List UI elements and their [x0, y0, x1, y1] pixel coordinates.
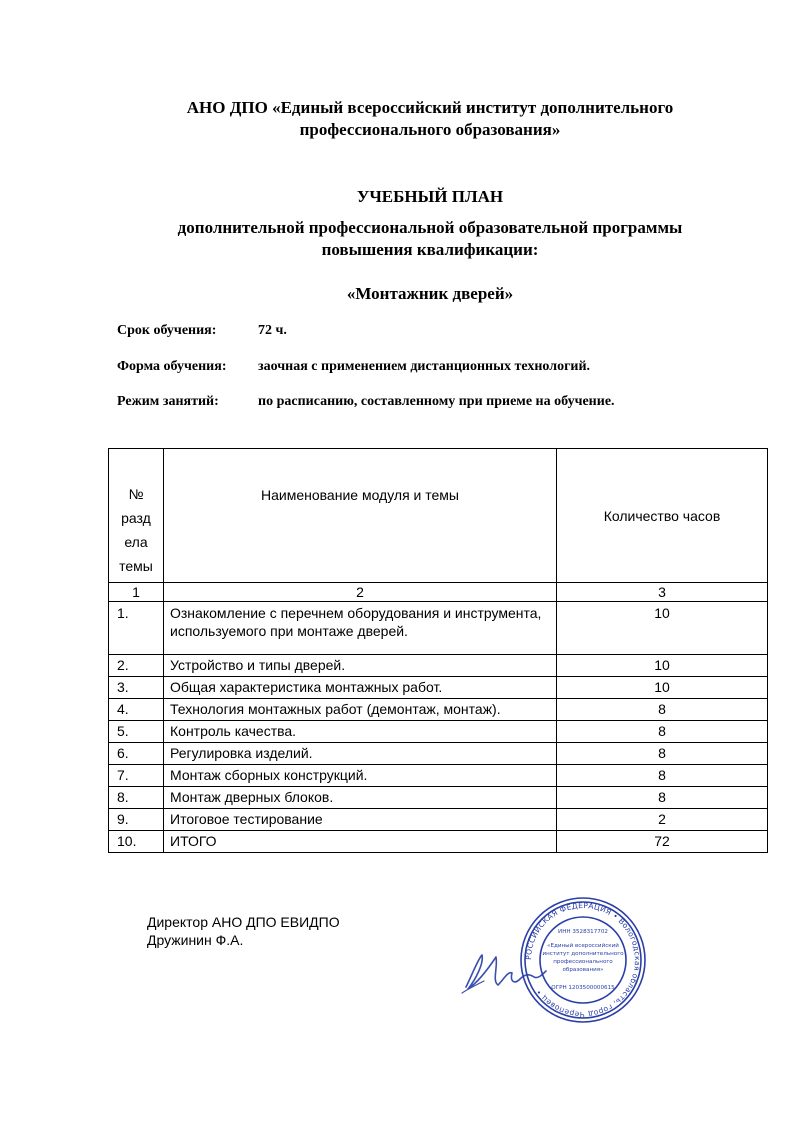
- row-topic: Общая характеристика монтажных работ.: [164, 677, 557, 699]
- organization-title-line1: АНО ДПО «Единый всероссийский институт дополнительного: [186, 98, 674, 117]
- svg-text:РОССИЙСКАЯ ФЕДЕРАЦИЯ • Вологод: РОССИЙСКАЯ ФЕДЕРАЦИЯ • Вологодская область, город Череповец •: [523, 900, 643, 1020]
- row-hours: 10: [557, 655, 768, 677]
- row-hours: 8: [557, 743, 768, 765]
- row-hours: 72: [557, 831, 768, 853]
- row-topic: Ознакомление с перечнем оборудования и инструмента, используемого при монтаже дверей.: [164, 602, 557, 655]
- table-row: [109, 721, 768, 743]
- row-topic: Устройство и типы дверей.: [164, 655, 557, 677]
- organization-title-line2: профессионального образования»: [299, 120, 561, 139]
- table-row: [109, 655, 768, 677]
- plan-title: УЧЕБНЫЙ ПЛАН: [356, 187, 504, 206]
- duration-value: 72 ч.: [258, 323, 287, 338]
- row-number: 2.: [109, 655, 164, 677]
- mode-value: по расписанию, составленному при приеме на обучение.: [258, 394, 615, 409]
- header-col1-line3: ела: [124, 533, 148, 550]
- row-hours: 8: [557, 787, 768, 809]
- row-hours: 2: [557, 809, 768, 831]
- row-topic: Технология монтажных работ (демонтаж, монтаж).: [164, 699, 557, 721]
- header-module-name: Наименование модуля и темы: [164, 449, 557, 583]
- row-topic: Итоговое тестирование: [164, 809, 557, 831]
- row-topic: Контроль качества.: [164, 721, 557, 743]
- header-col1-line1: №: [128, 485, 144, 502]
- table-row: [109, 765, 768, 787]
- director-position: Директор АНО ДПО ЕВИДПО: [147, 914, 340, 930]
- director-name: Дружинин Ф.А.: [147, 932, 244, 948]
- row-number: 9.: [109, 809, 164, 831]
- header-hours: Количество часов: [557, 449, 768, 583]
- row-hours: 10: [557, 677, 768, 699]
- row-topic: Регулировка изделий.: [164, 743, 557, 765]
- table-row-total: [109, 831, 768, 853]
- mode-label: Режим занятий:: [117, 394, 219, 409]
- svg-text:«Единый всероссийский: «Единый всероссийский: [547, 943, 619, 949]
- plan-subtitle: [100, 217, 760, 261]
- row-hours: 8: [557, 721, 768, 743]
- column-number-row: [109, 583, 768, 602]
- row-number: 7.: [109, 765, 164, 787]
- row-hours: 8: [557, 765, 768, 787]
- row-hours: 8: [557, 699, 768, 721]
- signature-block: [147, 913, 340, 949]
- svg-text:институт дополнительного: институт дополнительного: [542, 951, 624, 957]
- plan-subtitle-line1: дополнительной профессиональной образовательной программы: [177, 218, 683, 237]
- row-topic: Монтаж дверных блоков.: [164, 787, 557, 809]
- row-number: 5.: [109, 721, 164, 743]
- row-number: 3.: [109, 677, 164, 699]
- column-number-2: 2: [164, 583, 557, 602]
- row-number: 6.: [109, 743, 164, 765]
- program-name: «Монтажник дверей»: [346, 284, 514, 303]
- svg-text:ОГРН 1203500000615: ОГРН 1203500000615: [551, 985, 615, 991]
- row-number: 8.: [109, 787, 164, 809]
- header-col1-line2: разд: [121, 509, 151, 526]
- table-header-row: [109, 449, 768, 583]
- table-row: [109, 787, 768, 809]
- svg-text:ИНН 3528317702: ИНН 3528317702: [558, 929, 608, 935]
- table-row: [109, 602, 768, 655]
- svg-text:образования»: образования»: [562, 967, 604, 973]
- organization-seal-icon: [518, 895, 648, 1025]
- svg-text:профессионального: профессионального: [553, 959, 613, 965]
- header-col1-line4: темы: [119, 557, 153, 574]
- table-row: [109, 677, 768, 699]
- form-label: Форма обучения:: [117, 359, 227, 374]
- curriculum-table: [108, 448, 768, 853]
- form-value: заочная с применением дистанционных технологий.: [258, 359, 591, 374]
- row-topic: ИТОГО: [164, 831, 557, 853]
- duration-label: Срок обучения:: [117, 323, 217, 338]
- table-row: [109, 743, 768, 765]
- row-topic: Монтаж сборных конструкций.: [164, 765, 557, 787]
- row-number: 1.: [109, 602, 164, 655]
- table-row: [109, 809, 768, 831]
- organization-title: [100, 97, 760, 141]
- table-row: [109, 699, 768, 721]
- header-section-number: [109, 449, 164, 583]
- plan-subtitle-line2: повышения квалификации:: [321, 240, 539, 259]
- row-number: 10.: [109, 831, 164, 853]
- column-number-1: 1: [109, 583, 164, 602]
- row-hours: 10: [557, 602, 768, 655]
- column-number-3: 3: [557, 583, 768, 602]
- row-number: 4.: [109, 699, 164, 721]
